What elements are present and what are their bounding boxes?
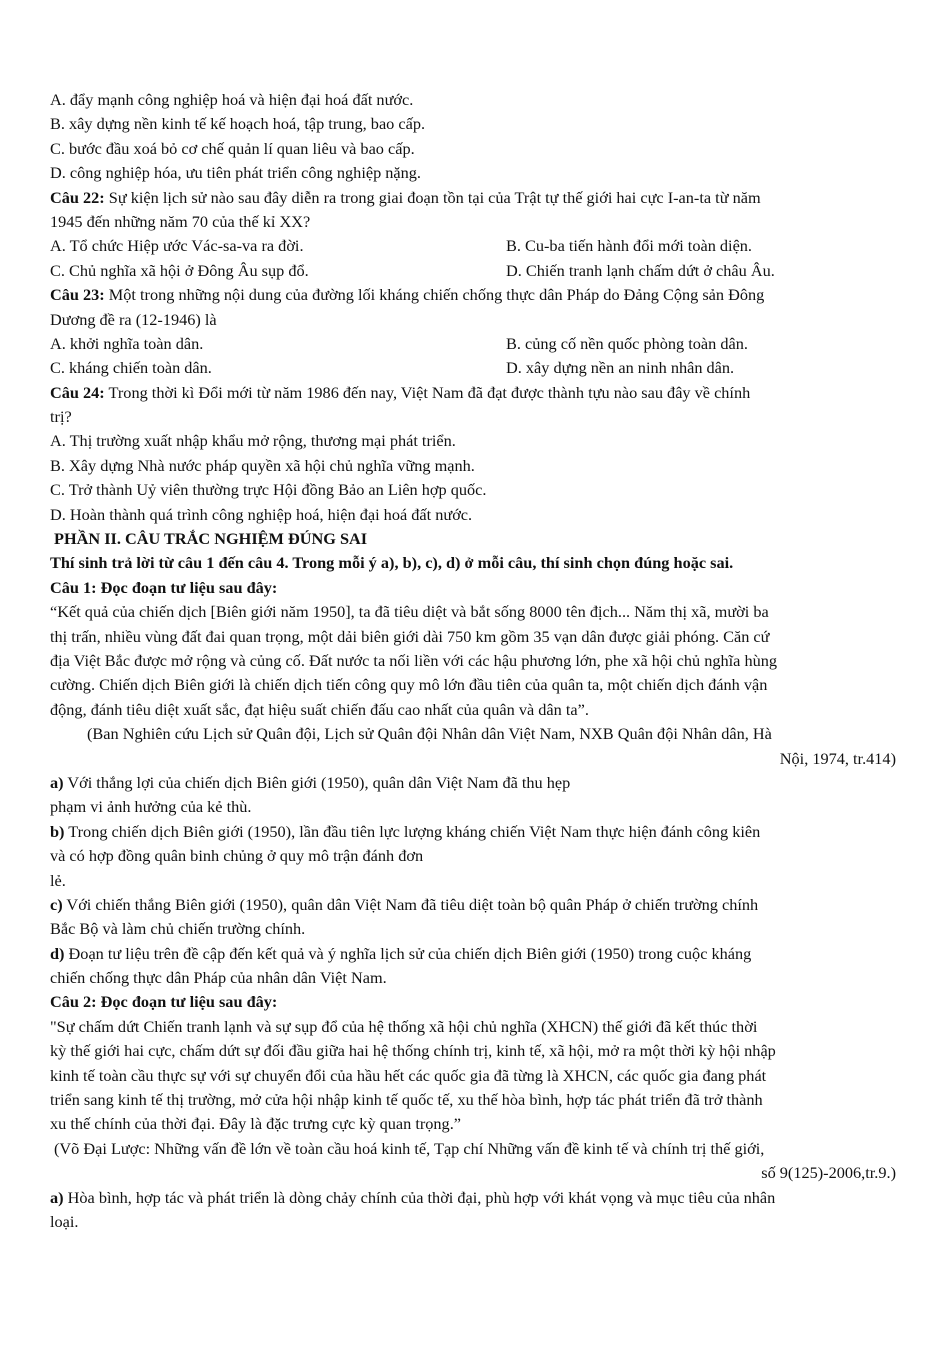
q24-option-d: D. Hoàn thành quá trình công nghiệp hoá, hiện đại hoá đất nước. [50,504,473,524]
c1-statement-b [50,820,896,844]
question-22 [50,186,896,210]
question-23-options-row-1 [50,332,896,356]
c1-a-label: a) [50,772,64,792]
c2-quote-line: kinh tế toàn cầu thực sự với sự chuyển đổi của hầu hết các quốc gia đã từng là XHCN, các quốc gia đang phát [50,1065,767,1085]
prev-option-a: A. đẩy mạnh công nghiệp hoá và hiện đại hoá đất nước. [50,90,414,109]
c2-quote-line: xu thế chính của thời đại. Đây là đặc trưng cực kỳ quan trọng.” [50,1114,461,1134]
c2-quote-line: "Sự chấm dứt Chiến tranh lạnh và sự sụp đổ của hệ thống xã hội chủ nghĩa (XHCN) thế giới đã kết thúc thời [50,1016,758,1036]
c2-source-cont: số 9(125)-2006,tr.9.) [761,1163,896,1183]
question-23-options-row-2 [50,356,896,380]
question-22-label: Câu 22: [50,187,105,207]
q22-option-c: C. Chủ nghĩa xã hội ở Đông Âu sụp đổ. [50,260,309,280]
q23-option-d: D. xây dựng nền an ninh nhân dân. [506,358,735,378]
c1-d-text-cont: chiến chống thực dân Pháp của nhân dân Việt Nam. [50,968,387,988]
c1-b-text-cont: và có hợp đồng quân binh chủng ở quy mô trận đánh đơn [50,846,424,866]
question-23-text: Một trong những nội dung của đường lối kháng chiến chống thực dân Pháp do Đảng Cộng sản Đông [104,285,765,305]
exam-page [50,88,896,1234]
q24-option-a: A. Thị trường xuất nhập khẩu mở rộng, thương mại phát triển. [50,431,456,451]
q24-option-c: C. Trở thành Uỷ viên thường trực Hội đồng Bảo an Liên hợp quốc. [50,480,487,500]
question-22-text-cont: 1945 đến những năm 70 của thế kỉ XX? [50,211,311,231]
c1-a-text-cont: phạm vi ảnh hưởng của kẻ thù. [50,797,252,817]
c2-quote-line: kỳ thế giới hai cực, chấm dứt sự đối đầu giữa hai hệ thống chính trị, kinh tế, xã hội, mở ra một thời kỳ hội nhập [50,1041,776,1061]
c1-statement-d [50,942,896,966]
c1-quote-line: động, đánh tiêu diệt xuất sắc, đạt hiệu suất chiến đấu cao nhất của quân và dân ta”. [50,699,589,719]
c1-c-label: c) [50,894,63,914]
c1-quote-line: cường. Chiến dịch Biên giới là chiến dịch tiến công quy mô lớn đầu tiên của quân ta, một chiến dịch đánh vận [50,675,768,695]
c1-statement-a [50,771,896,795]
q24-option-b: B. Xây dựng Nhà nước pháp quyền xã hội chủ nghĩa vững mạnh. [50,455,475,475]
q22-option-d: D. Chiến tranh lạnh chấm dứt ở châu Âu. [506,260,775,280]
prev-option-d: D. công nghiệp hóa, ưu tiên phát triển công nghiệp nặng. [50,163,421,183]
question-24-label: Câu 24: [50,382,105,402]
c1-c-text: Với chiến thắng Biên giới (1950), quân dân Việt Nam đã tiêu diệt toàn bộ quân Pháp ở chiến trường chính [62,894,759,914]
c1-source-cont: Nội, 1974, tr.414) [779,748,896,768]
question-22-options-row-2 [50,259,896,283]
c1-b-text-cont-2: lẻ. [50,870,66,890]
question-23-label: Câu 23: [50,285,105,305]
c1-d-label: d) [50,943,65,963]
c1-source: (Ban Nghiên cứu Lịch sử Quân đội, Lịch sử Quân đội Nhân dân Việt Nam, NXB Quân đội Nhân dân, Hà [87,724,772,744]
c1-c-text-cont: Bắc Bộ và làm chủ chiến trường chính. [50,919,306,939]
question-22-text: Sự kiện lịch sử nào sau đây diễn ra trong giai đoạn tồn tại của Trật tự thế giới hai cực I-an-ta từ năm [104,187,761,207]
c1-a-text: Với thắng lợi của chiến dịch Biên giới (1950), quân dân Việt Nam đã thu hẹp [63,772,571,792]
q22-option-a: A. Tổ chức Hiệp ước Vác-sa-va ra đời. [50,236,304,256]
question-24-text: Trong thời kì Đổi mới từ năm 1986 đến nay, Việt Nam đã đạt được thành tựu nào sau đây về chính [104,382,751,402]
q23-option-a: A. khởi nghĩa toàn dân. [50,333,204,353]
prev-option-b: B. xây dựng nền kinh tế kế hoạch hoá, tập trung, bao cấp. [50,114,426,134]
prev-option-c: C. bước đầu xoá bỏ cơ chế quản lí quan liêu và bao cấp. [50,138,415,158]
c2-statement-a [50,1186,896,1210]
c1-b-label: b) [50,821,65,841]
q23-option-b: B. củng cố nền quốc phòng toàn dân. [506,333,748,353]
c2-header: Câu 2: Đọc đoạn tư liệu sau đây: [50,992,278,1012]
c1-b-text: Trong chiến dịch Biên giới (1950), lần đầu tiên lực lượng kháng chiến Việt Nam thực hiện đánh công kiên [64,821,761,841]
question-22-options-row-1 [50,234,896,258]
c1-statement-c [50,893,896,917]
c1-header: Câu 1: Đọc đoạn tư liệu sau đây: [50,577,278,597]
c2-quote-line: triển sang kinh tế thị trường, mở cửa hội nhập kinh tế quốc tế, xu thế hòa bình, hợp tác phát triển đã trở thành [50,1090,763,1110]
question-24-text-cont: trị? [50,407,72,427]
part-2-title: PHẦN II. CÂU TRẮC NGHIỆM ĐÚNG SAI [54,529,368,549]
c1-d-text: Đoạn tư liệu trên đề cập đến kết quả và ý nghĩa lịch sử của chiến dịch Biên giới (1950) trong cuộc kháng [64,943,752,963]
c2-a-text: Hòa bình, hợp tác và phát triển là dòng chảy chính của thời đại, phù hợp với khát vọng và mục tiêu của nhân [63,1187,776,1207]
q22-option-b: B. Cu-ba tiến hành đổi mới toàn diện. [506,236,753,256]
q23-option-c: C. kháng chiến toàn dân. [50,358,212,378]
question-23 [50,283,896,307]
c1-quote-line: thị trấn, nhiều vùng đất đai quan trọng, một dải biên giới dài 750 km gồm 35 vạn dân được giải phóng. Căn cứ [50,626,770,646]
c1-quote-line: “Kết quả của chiến dịch [Biên giới năm 1950], ta đã tiêu diệt và bắt sống 8000 tên địch... Năm thị xã, mười ba [50,602,769,622]
c2-a-text-cont: loại. [50,1211,79,1231]
c1-quote-line: địa Việt Bắc được mở rộng và củng cố. Đất nước ta nối liền với các hậu phương lớn, phe xã hội chủ nghĩa hùng [50,650,778,670]
c2-a-label: a) [50,1187,64,1207]
question-24 [50,381,896,405]
part-2-instruction: Thí sinh trả lời từ câu 1 đến câu 4. Trong mỗi ý a), b), c), d) ở mỗi câu, thí sinh chọn đúng hoặc sai. [50,553,734,573]
question-23-text-cont: Dương đề ra (12-1946) là [50,309,217,329]
c2-source: (Võ Đại Lược: Những vấn đề lớn về toàn cầu hoá kinh tế, Tạp chí Những vấn đề kinh tế và chính trị thế giới, [54,1138,765,1158]
